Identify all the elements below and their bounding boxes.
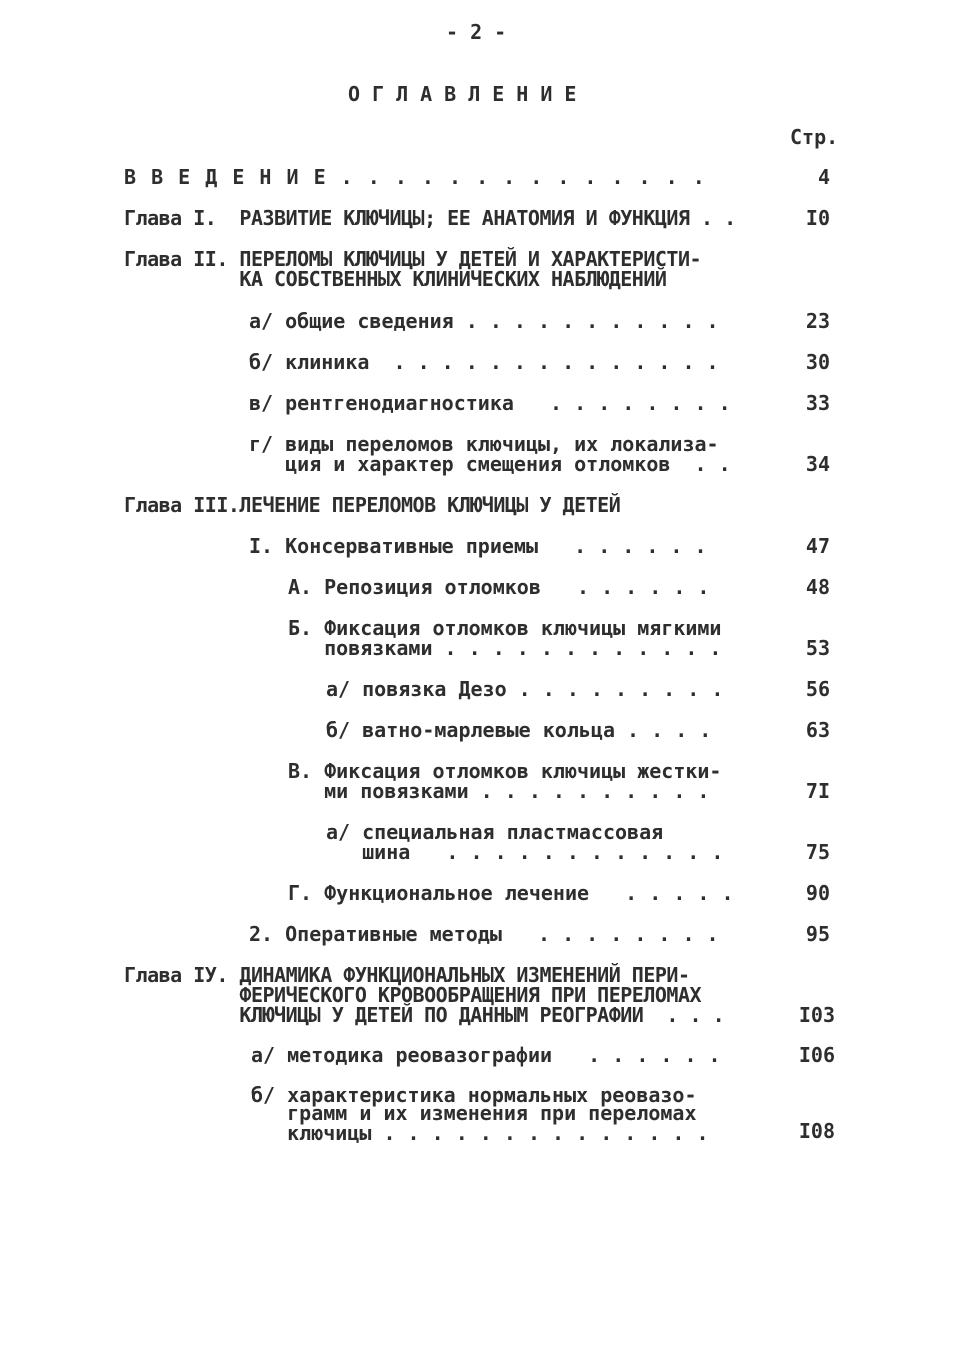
toc-entry-3-2: 2. Оперативные методы . . . . . . . . — [249, 922, 719, 946]
toc-entry-3-1: I. Консервативные приемы . . . . . . — [249, 534, 707, 558]
toc-page-number: 47 — [805, 534, 830, 558]
toc-entry-3-1-c-a-line-1: а/ специальная пластмассовая — [326, 820, 664, 844]
toc-entry-3-1-b-line-1: Б. Фиксация отломков ключицы мягкими — [288, 616, 722, 640]
toc-page-number: I08 — [798, 1119, 835, 1143]
page-title: ОГЛАВЛЕНИЕ — [348, 82, 589, 106]
toc-entry-chapter-4-line-2: ФЕРИЧЕСКОГО КРОВООБРАЩЕНИЯ ПРИ ПЕРЕЛОМАХ — [124, 983, 702, 1007]
toc-entry-chapter-2-line-1: Глава II. ПЕРЕЛОМЫ КЛЮЧИЦЫ У ДЕТЕЙ И ХАРАКТЕРИСТИ- — [124, 247, 702, 271]
toc-page-number: 53 — [805, 636, 830, 660]
toc-page-number: 34 — [805, 452, 830, 476]
toc-page-number: I06 — [798, 1043, 835, 1067]
toc-entry-3-1-b-line-2: повязками . . . . . . . . . . . . — [288, 636, 722, 660]
toc-entry-4b-line-3: ключицы . . . . . . . . . . . . . . — [251, 1121, 709, 1145]
toc-entry-introduction: В В Е Д Е Н И Е . . . . . . . . . . . . . . — [124, 165, 707, 189]
toc-page-number: 56 — [805, 677, 830, 701]
toc-page-number: I0 — [805, 206, 830, 230]
toc-entry-chapter-3: Глава III.ЛЕЧЕНИЕ ПЕРЕЛОМОВ КЛЮЧИЦЫ У ДЕТЕЙ — [124, 493, 621, 517]
toc-entry-3-1-c-line-2: ми повязками . . . . . . . . . . — [288, 779, 710, 803]
toc-entry-2b: б/ клиника . . . . . . . . . . . . . . — [249, 350, 719, 374]
toc-entry-chapter-4-line-3: КЛЮЧИЦЫ У ДЕТЕЙ ПО ДАННЫМ РЕОГРАФИИ . . . — [124, 1003, 725, 1027]
toc-entry-4a: а/ методика реовазографии . . . . . . — [251, 1043, 721, 1067]
toc-entry-3-1-b-b: б/ ватно-марлевые кольца . . . . — [326, 718, 712, 742]
page-number: - 2 - — [446, 20, 507, 44]
page-column-label: Стр. — [790, 125, 839, 149]
toc-page-number: 48 — [805, 575, 830, 599]
toc-entry-chapter-2-line-2: КА СОБСТВЕННЫХ КЛИНИЧЕСКИХ НАБЛЮДЕНИЙ — [124, 267, 667, 291]
toc-entry-chapter-4-line-1: Глава IУ. ДИНАМИКА ФУНКЦИОНАЛЬНЫХ ИЗМЕНЕНИЙ ПЕРИ- — [124, 963, 690, 987]
toc-entry-2c: в/ рентгенодиагностика . . . . . . . . — [249, 391, 731, 415]
toc-page-number: 7I — [805, 779, 830, 803]
toc-entry-3-1-a: А. Репозиция отломков . . . . . . — [288, 575, 710, 599]
toc-page-number: I03 — [798, 1003, 835, 1027]
toc-entry-2a: а/ общие сведения . . . . . . . . . . . — [249, 309, 719, 333]
toc-page-number: 90 — [805, 881, 830, 905]
toc-entry-chapter-1: Глава I. РАЗВИТИЕ КЛЮЧИЦЫ; ЕЕ АНАТОМИЯ И ФУНКЦИЯ . . — [124, 206, 736, 230]
toc-page-number: 4 — [817, 165, 830, 189]
toc-page-number: 95 — [805, 922, 830, 946]
toc-page-number: 75 — [805, 840, 830, 864]
toc-entry-3-1-d: Г. Функциональное лечение . . . . . — [288, 881, 734, 905]
toc-page-number: 30 — [805, 350, 830, 374]
toc-page-number: 33 — [805, 391, 830, 415]
toc-entry-4b-line-2: грамм и их изменения при переломах — [251, 1101, 697, 1125]
toc-page-number: 23 — [805, 309, 830, 333]
toc-entry-3-1-c-line-1: В. Фиксация отломков ключицы жестки- — [288, 759, 722, 783]
toc-entry-2d-line-2: ция и характер смещения отломков . . — [249, 452, 731, 476]
toc-entry-2d-line-1: г/ виды переломов ключицы, их локализа- — [249, 432, 719, 456]
toc-entry-4b-line-1: б/ характеристика нормальных реовазо- — [251, 1083, 697, 1107]
toc-entry-3-1-b-a: а/ повязка Дезо . . . . . . . . . — [326, 677, 724, 701]
toc-entry-3-1-c-a-line-2: шина . . . . . . . . . . . . — [326, 840, 724, 864]
toc-page-number: 63 — [805, 718, 830, 742]
